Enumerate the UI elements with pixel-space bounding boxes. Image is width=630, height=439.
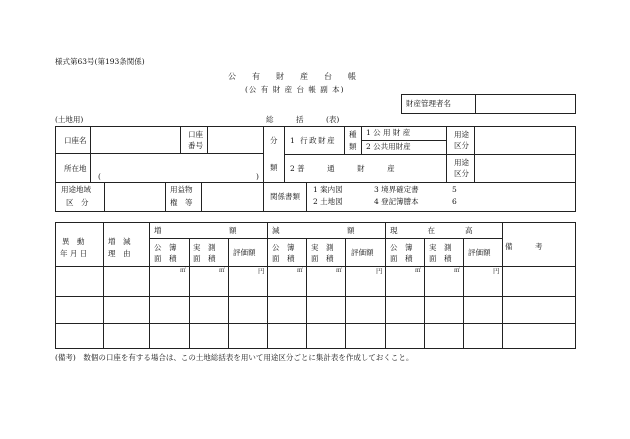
class-label: 分 xyxy=(270,136,278,145)
summary-title: 総 括 (表) xyxy=(266,115,340,124)
use-class-label-1: 用途 xyxy=(454,130,469,139)
current-header: 現 在 高 xyxy=(390,226,473,235)
manager-label: 財産管理者名 xyxy=(406,99,451,108)
form-number: 様式第63号(第193条関係) xyxy=(55,57,145,66)
docs-item-3: 3 境界確定書 xyxy=(374,185,419,194)
unit-yen: 円 xyxy=(258,267,265,275)
docs-item-6: 6 xyxy=(452,197,457,206)
table-row[interactable] xyxy=(56,324,575,348)
footnote: (備考) 数個の口座を有する場合は、この土地総括表を用いて用途区分ごとに集計表を作成しておくこと。 xyxy=(55,353,414,362)
docs-item-1: 1 案内図 xyxy=(313,185,343,194)
building-field[interactable] xyxy=(203,184,261,210)
increase-header: 増 額 xyxy=(154,226,237,235)
building-label: 用益物 xyxy=(170,185,193,194)
page-title: 公 有 財 産 台 帳 xyxy=(228,72,356,81)
use-region-field[interactable] xyxy=(106,184,163,210)
book-area-header: 公 簿 xyxy=(154,243,177,252)
account-no-field[interactable] xyxy=(209,128,261,151)
account-no-label: 口座 xyxy=(188,130,203,139)
valuation-header: 評価額 xyxy=(233,248,256,257)
docs-item-2: 2 土地図 xyxy=(313,197,343,206)
unit-sqm: ㎡ xyxy=(180,267,187,274)
public-use: 1 公 用 財 産 xyxy=(366,128,411,137)
location-label: 所在地 xyxy=(64,164,87,173)
type-label: 種 xyxy=(349,130,357,139)
account-name-label: 口座名 xyxy=(64,136,87,145)
location-field[interactable] xyxy=(92,155,261,180)
remarks-header: 備 考 xyxy=(505,242,543,251)
account-name-field[interactable] xyxy=(92,128,178,151)
use-class-field-1[interactable] xyxy=(476,128,574,152)
table-row[interactable] xyxy=(56,267,575,295)
use-region-label: 用途地域 xyxy=(61,185,91,194)
manager-name-field[interactable] xyxy=(477,96,573,112)
docs-label: 関係書類 xyxy=(270,192,300,201)
actual-area-header: 実 測 xyxy=(193,243,216,252)
general-property: 2 普 通 財 産 xyxy=(290,164,395,173)
table-row[interactable] xyxy=(56,297,575,322)
use-class-field-2[interactable] xyxy=(476,156,574,180)
decrease-header: 減 額 xyxy=(272,226,355,235)
docs-item-5: 5 xyxy=(452,185,457,194)
change-date-header: 異 動 xyxy=(62,237,85,246)
page-subtitle: (公 有 財 産 台 帳 副 本) xyxy=(245,85,345,94)
docs-item-4: 4 登記簿謄本 xyxy=(374,197,419,206)
land-label: (土地用) xyxy=(55,115,84,124)
public-common: 2 公共用財産 xyxy=(366,142,411,151)
admin-property: 1 行政財産 xyxy=(290,136,337,145)
use-class-label-2: 用途 xyxy=(454,158,469,167)
reason-header: 増 減 xyxy=(108,237,131,246)
